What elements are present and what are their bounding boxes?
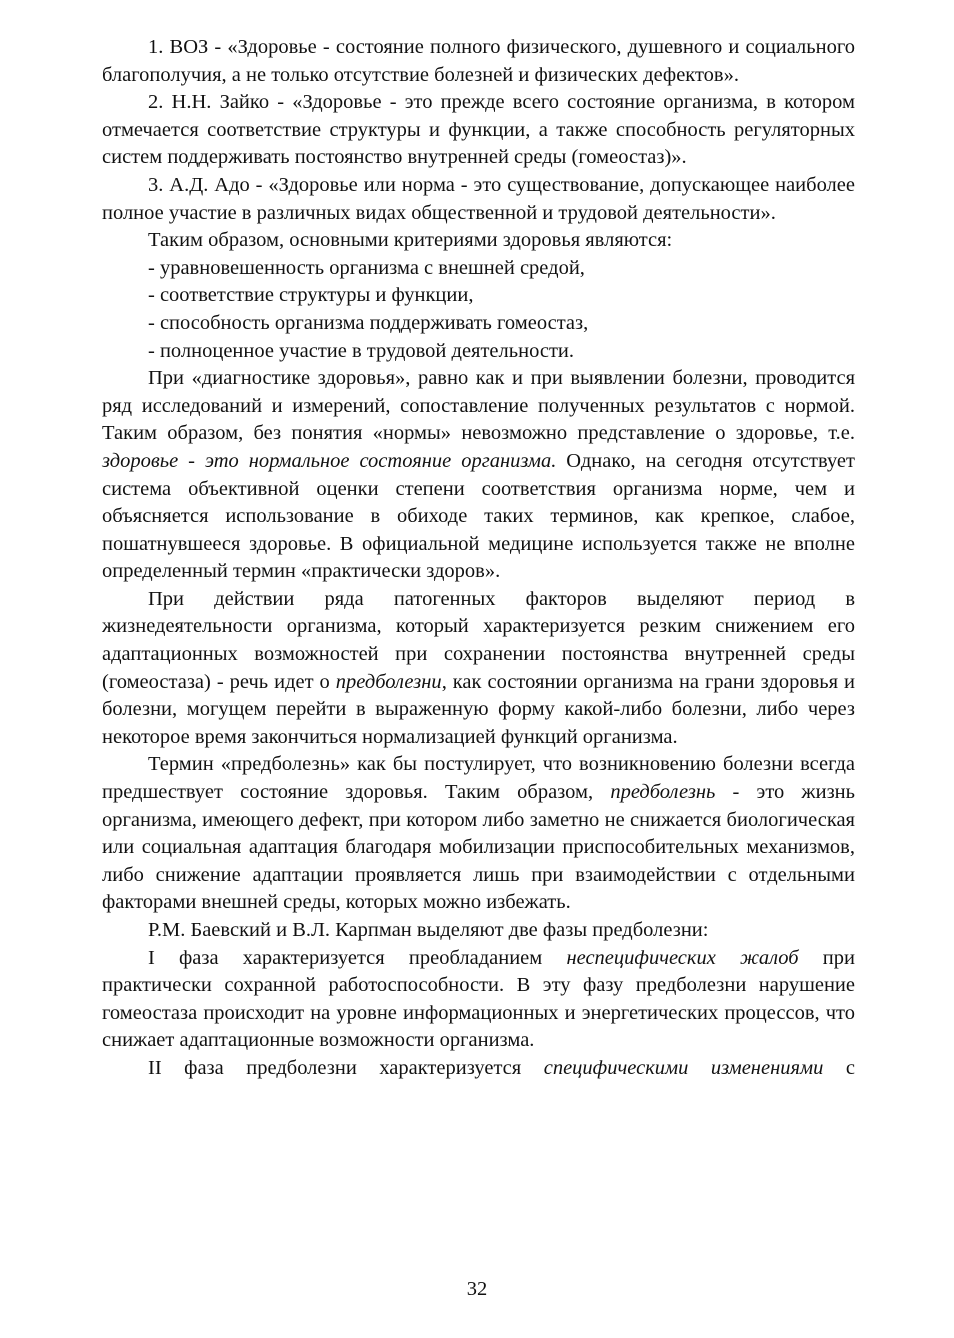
emphasis-run: здоровье - это нормальное состояние организма. [102, 449, 557, 472]
page-number: 32 [466, 1278, 488, 1300]
text-run: , как состоянии организма на грани здоровья и болезни, могущем перейти в выраженную форму какой-либо болезни, либо через некоторое время закончиться нормализацией функций организма. [102, 670, 855, 748]
emphasis-run: специфическими изменениями [543, 1056, 824, 1079]
criteria-item: - полноценное участие в трудовой деятельности. [148, 339, 574, 362]
phase-one-paragraph [102, 945, 855, 1055]
page-body [102, 34, 855, 1083]
pre-disease-paragraph [102, 586, 855, 752]
definition-ado: 3. А.Д. Адо - «Здоровье или норма - это существование, допускающее наиболее полное участие в различных видах общественной и трудовой деятельности». [102, 173, 855, 224]
criteria-intro: Таким образом, основными критериями здоровья являются: [148, 229, 673, 252]
text-run: При «диагностике здоровья», равно как и при выявлении болезни, проводится ряд исследований и измерений, сопоставление полученных результатов с нормой. Таким образом, без понятия «нормы» невозможно представление о здоровье, т.е. [102, 367, 855, 445]
emphasis-run: неспецифических жалоб [566, 946, 799, 969]
criteria-item: - способность организма поддерживать гомеостаз, [148, 311, 589, 334]
definition-zaiko: 2. Н.Н. Зайко - «Здоровье - это прежде всего состояние организма, в котором отмечается соответствие структуры и функции, а также способность регуляторных систем поддерживать постоянство внутренней среды (гомеостаз)». [102, 91, 855, 169]
definition-who: 1. ВОЗ - «Здоровье - состояние полного физического, душевного и социального благополучия, а не только отсутствие болезней и физических дефектов». [102, 36, 855, 86]
criteria-item: - соответствие структуры и функции, [148, 284, 474, 307]
text-run: I фаза характеризуется преобладанием [148, 946, 567, 969]
text-run: При действии ряда патогенных факторов выделяют период в жизнедеятельности организма, который характеризуется резким снижением его адаптационных возможностей при сохранении постоянства внутренней среды (гомеостаза) - речь идет о [102, 587, 855, 693]
emphasis-run: предболезни [335, 670, 442, 693]
phases-intro: Р.М. Баевский и В.Л. Карпман выделяют две фазы предболезни: [148, 919, 709, 941]
criteria-item: - уравновешенность организма с внешней средой, [148, 256, 585, 279]
emphasis-run: предболезнь [610, 781, 716, 804]
phase-two-paragraph [102, 1055, 855, 1083]
health-diagnostics-paragraph [102, 365, 855, 586]
text-run: с [823, 1056, 855, 1079]
text-run: - это жизнь организма, имеющего дефект, при котором либо заметно не снижается биологическая или социальная адаптация благодаря мобилизации приспособительных механизмов, либо снижение адаптации проявляется лишь при взаимодействии с отдельными факторами внешней среды, которых можно избежать. [102, 781, 855, 914]
text-run: II фаза предболезни характеризуется [148, 1056, 544, 1079]
text-run: при практически сохранной работоспособности. В эту фазу предболезни нарушение гомеостаза происходит на уровне информационных и энергетических процессов, что снижает адаптационные возможности организма. [102, 946, 855, 1052]
pre-disease-term-paragraph [102, 751, 855, 917]
text-run: Однако, на сегодня отсутствует система объективной оценки степени соответствия организма норме, чем и объясняется использование в обиходе таких терминов, как крепкое, слабое, пошатнувшееся здоровье. В официальной медицине используется также не вполне определенный термин «практически здоров». [102, 449, 855, 583]
text-run: Термин «предболезнь» как бы постулирует, что возникновению болезни всегда предшествует состояние здоровья. Таким образом, [102, 753, 855, 804]
